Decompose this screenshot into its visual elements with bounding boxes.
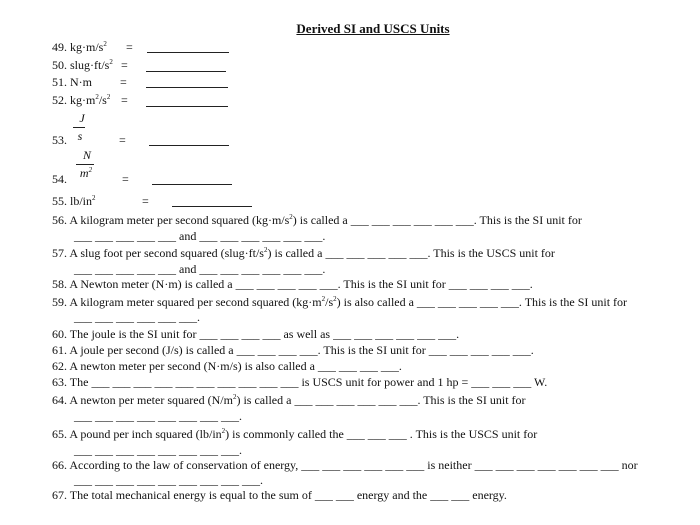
equals-sign: = (121, 58, 128, 72)
exponent: 2 (109, 58, 113, 66)
question-63 (52, 375, 547, 389)
fraction-bar (73, 127, 85, 128)
question-text: A kilogram meter per second squared (kg·m/s (69, 213, 290, 227)
question-61 (52, 343, 534, 357)
question-text-cont: ) is called a ___ ___ ___ ___ ___ ___. This is the SI unit for (236, 393, 526, 407)
exponent: 2 (92, 194, 96, 202)
item-49 (52, 40, 133, 54)
unit-label: lb/in (70, 194, 93, 208)
question-64 (52, 393, 526, 407)
question-57 (52, 246, 555, 260)
question-text-b: /s (325, 295, 334, 309)
item-number: 62. (52, 359, 67, 373)
unit-label: kg·m/s (70, 40, 104, 54)
equals-sign: = (121, 93, 128, 107)
exponent: 2 (232, 393, 237, 401)
item-number: 67. (52, 488, 67, 502)
answer-blank-53[interactable] (149, 145, 229, 146)
exponent: 2 (289, 213, 293, 221)
question-text-cont: ) is called a ___ ___ ___ ___ ___. This is the USCS unit for (267, 246, 555, 260)
item-55 (52, 194, 149, 208)
question-text: According to the law of conservation of energy, ___ ___ ___ ___ ___ ___ is neither ___ ___ ___ ___ ___ ___ ___ nor (69, 458, 638, 472)
item-number: 53. (52, 133, 67, 147)
item-53 (52, 133, 126, 147)
item-number: 61. (52, 343, 67, 357)
question-text-cont: ) is commonly called the ___ ___ ___ . This is the USCS unit for (225, 427, 538, 441)
item-number: 64. (52, 393, 67, 407)
item-51 (52, 75, 127, 89)
unit-label-b: /s (98, 93, 107, 107)
exponent: 2 (321, 295, 326, 303)
question-text-cont: ) is called a ___ ___ ___ ___ ___ ___. This is the SI unit for (292, 213, 582, 227)
equals-sign: = (119, 133, 126, 147)
question-59 (52, 295, 627, 309)
exponent: 2 (95, 93, 99, 101)
item-number: 54. (52, 172, 67, 186)
answer-blank-54[interactable] (152, 184, 232, 185)
question-text: A joule per second (J/s) is called a ___ ___ ___ ___. This is the SI unit for ___ ___ ___ ___ ___. (69, 343, 534, 357)
item-number: 49. (52, 40, 67, 54)
worksheet-title: Derived SI and USCS Units (296, 21, 450, 36)
question-66 (52, 458, 638, 472)
item-number: 58. (52, 277, 67, 291)
question-text: A newton meter per second (N·m/s) is also called a ___ ___ ___ ___. (69, 359, 402, 373)
answer-blank-51[interactable] (146, 87, 228, 88)
question-59-line2: ___ ___ ___ ___ ___ ___. (74, 310, 200, 324)
question-text: The total mechanical energy is equal to the sum of ___ ___ energy and the ___ ___ energy. (69, 488, 507, 502)
question-text: A newton per meter squared (N/m (69, 393, 233, 407)
question-text: A pound per inch squared (lb/in (69, 427, 222, 441)
item-number: 57. (52, 246, 67, 260)
item-number: 60. (52, 327, 67, 341)
question-64-line2: ___ ___ ___ ___ ___ ___ ___ ___. (74, 409, 242, 423)
equals-sign: = (120, 75, 127, 89)
item-number: 63. (52, 375, 67, 389)
question-57-line2: ___ ___ ___ ___ ___ and ___ ___ ___ ___ ___ ___. (74, 262, 326, 276)
item-number: 66. (52, 458, 67, 472)
item-number: 59. (52, 295, 67, 309)
unit-label: kg·m (70, 93, 96, 107)
question-56-line2: ___ ___ ___ ___ ___ and ___ ___ ___ ___ ___ ___. (74, 229, 326, 243)
question-text: A Newton meter (N·m) is called a ___ ___ ___ ___ ___. This is the SI unit for ___ ___ ___ ___. (69, 277, 533, 291)
item-number: 50. (52, 58, 67, 72)
question-62 (52, 359, 402, 373)
answer-blank-52[interactable] (146, 106, 228, 107)
item-number: 65. (52, 427, 67, 441)
answer-blank-49[interactable] (147, 52, 229, 53)
equals-sign: = (126, 40, 133, 54)
answer-blank-55[interactable] (172, 206, 252, 207)
fraction-bar (76, 164, 94, 165)
item-number: 52. (52, 93, 67, 107)
question-text: A slug foot per second squared (slug·ft/s (69, 246, 264, 260)
question-60 (52, 327, 459, 341)
item-number: 56. (52, 213, 67, 227)
question-66-line2: ___ ___ ___ ___ ___ ___ ___ ___ ___. (74, 473, 263, 487)
fraction-denominator-m: $m^2$ (79, 166, 93, 180)
equals-sign: = (122, 172, 129, 186)
question-text: The ___ ___ ___ ___ ___ ___ ___ ___ ___ ___ is USCS unit for power and 1 hp = ___ ___ ___ W. (69, 375, 548, 389)
exponent: 2 (103, 40, 107, 48)
question-65 (52, 427, 537, 441)
question-67 (52, 488, 507, 502)
question-text-cont: ) is also called a ___ ___ ___ ___ ___. This is the SI unit for (336, 295, 628, 309)
exponent-b: 2 (333, 295, 337, 303)
question-text: A kilogram meter squared per second squared (kg·m (69, 295, 322, 309)
item-number: 51. (52, 75, 67, 89)
item-50 (52, 58, 128, 72)
question-58 (52, 277, 533, 291)
question-56 (52, 213, 582, 227)
fraction-denominator-s: s (77, 129, 83, 143)
equals-sign: = (142, 194, 149, 208)
unit-label: slug·ft/s (70, 58, 110, 72)
answer-blank-50[interactable] (146, 71, 226, 72)
item-number: 55. (52, 194, 67, 208)
exponent-b: 2 (106, 93, 111, 101)
fraction-numerator-n: N (82, 148, 91, 162)
question-text: The joule is the SI unit for ___ ___ ___ ___ as well as ___ ___ ___ ___ ___ ___. (69, 327, 460, 341)
unit-label: N·m (70, 75, 92, 89)
exponent: 2 (263, 246, 268, 254)
exponent: 2 (221, 427, 226, 435)
question-65-line2: ___ ___ ___ ___ ___ ___ ___ ___. (74, 443, 242, 457)
fraction-numerator-j: J (79, 111, 85, 125)
item-52 (52, 93, 128, 107)
